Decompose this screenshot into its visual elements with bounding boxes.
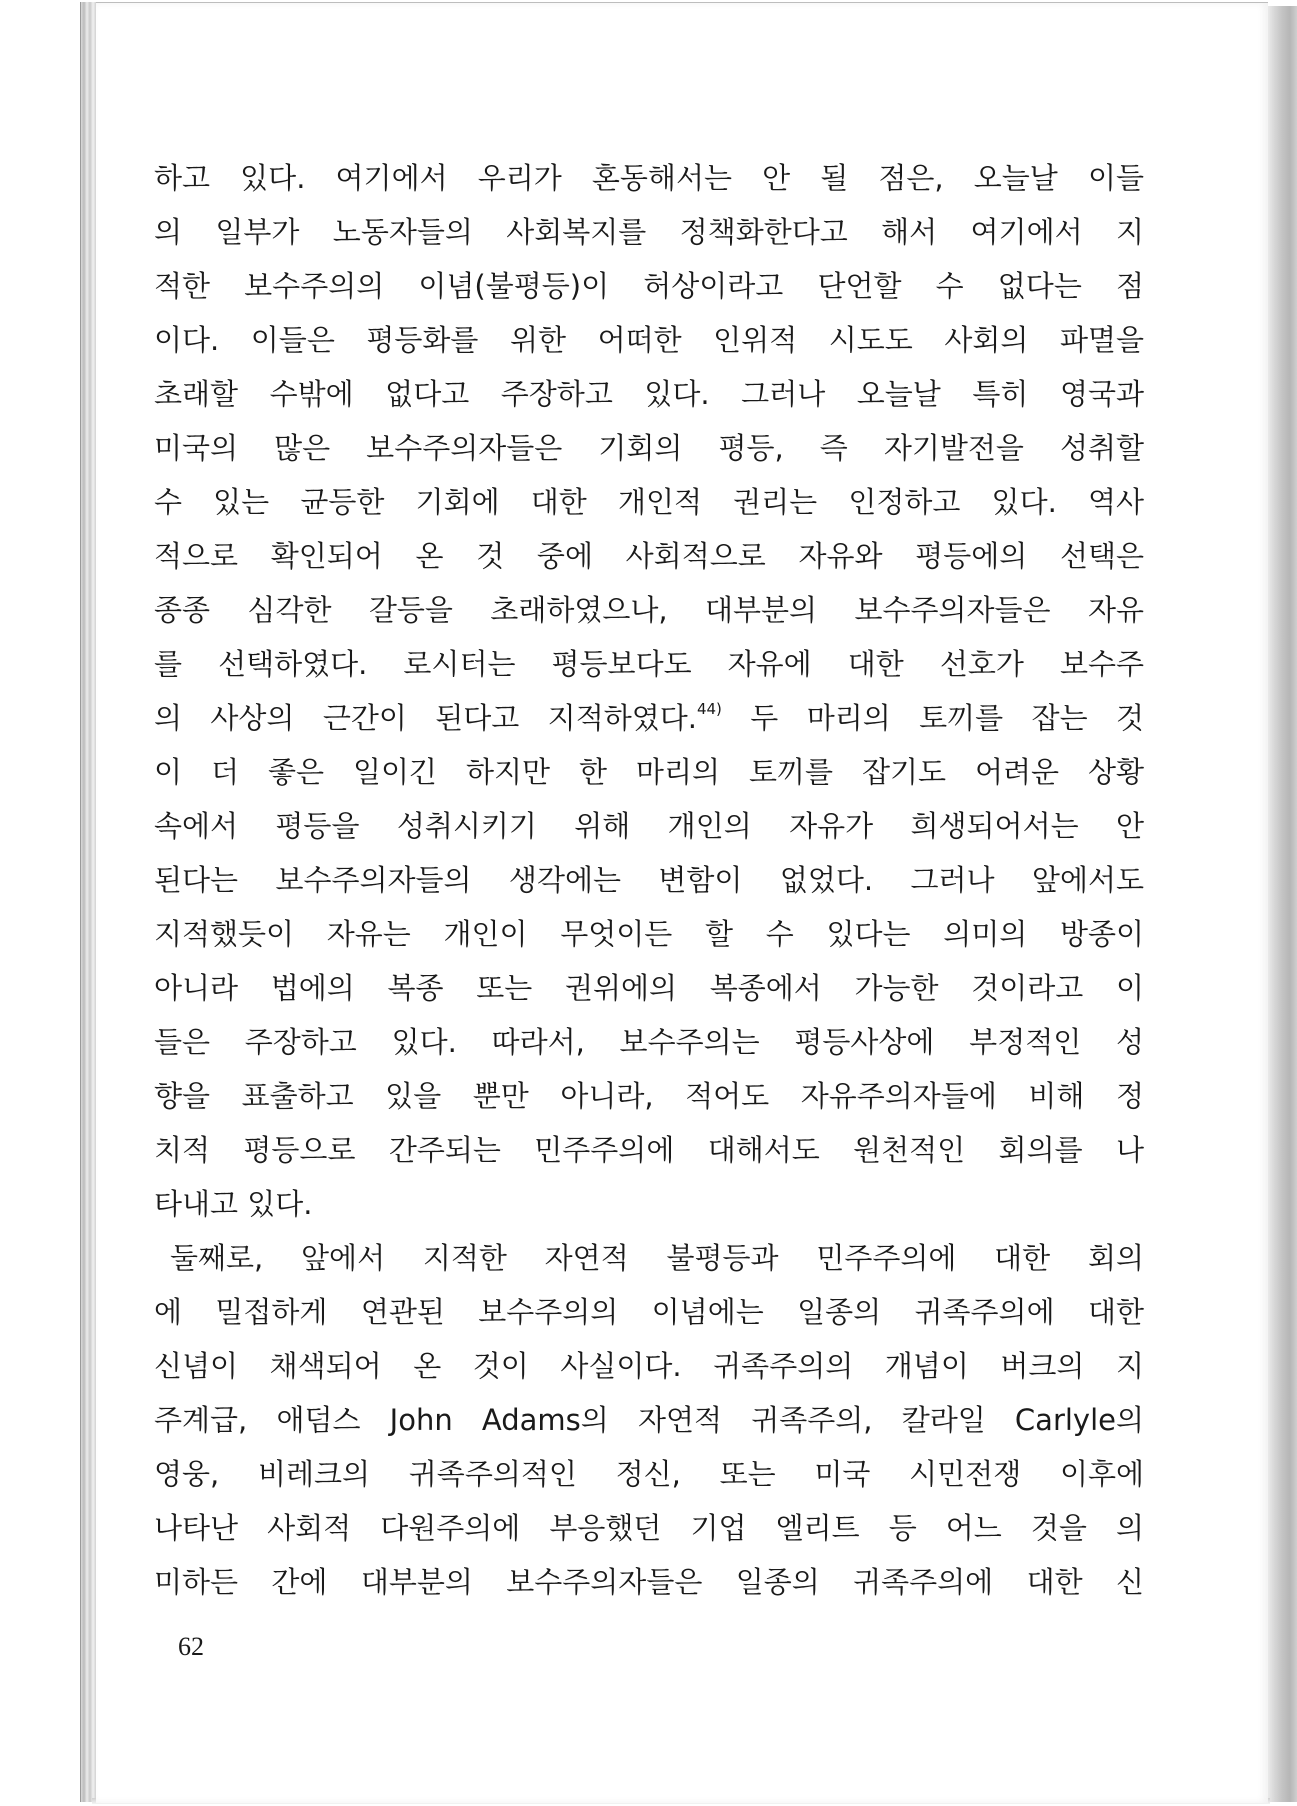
text-line: 신념이 채색되어 온 것이 사실이다. 귀족주의의 개념이 버크의 지 bbox=[154, 1349, 1144, 1383]
paragraph-2 bbox=[154, 1231, 1144, 1609]
text-line: 에 밀접하게 연관된 보수주의의 이념에는 일종의 귀족주의에 대한 bbox=[154, 1295, 1144, 1329]
page-number: 62 bbox=[178, 1632, 204, 1661]
text-line: 타내고 있다. bbox=[154, 1187, 313, 1221]
text-line: 이 더 좋은 일이긴 하지만 한 마리의 토끼를 잡기도 어려운 상황 bbox=[154, 755, 1144, 789]
text-line: 둘째로, 앞에서 지적한 자연적 불평등과 민주주의에 대한 회의 bbox=[170, 1241, 1144, 1275]
text-line: 들은 주장하고 있다. 따라서, 보수주의는 평등사상에 부정적인 성 bbox=[154, 1025, 1144, 1059]
page-stack-right-edge bbox=[1264, 6, 1297, 1802]
text-line: 를 선택하였다. 로시터는 평등보다도 자유에 대한 선호가 보수주 bbox=[154, 647, 1144, 681]
text-line: 아니라 법에의 복종 또는 권위에의 복종에서 가능한 것이라고 이 bbox=[154, 971, 1144, 1005]
text-line: 적한 보수주의의 이념(불평등)이 허상이라고 단언할 수 없다는 점 bbox=[154, 269, 1144, 303]
text-line: 미하든 간에 대부분의 보수주의자들은 일종의 귀족주의에 대한 신 bbox=[154, 1565, 1144, 1599]
text-line: 종종 심각한 갈등을 초래하였으나, 대부분의 보수주의자들은 자유 bbox=[154, 593, 1144, 627]
text-line: 치적 평등으로 간주되는 민주주의에 대해서도 원천적인 회의를 나 bbox=[154, 1133, 1144, 1167]
text-line: 된다는 보수주의자들의 생각에는 변함이 없었다. 그러나 앞에서도 bbox=[154, 863, 1144, 897]
paragraph-1 bbox=[154, 151, 1144, 1231]
footnote-line-after: 두 마리의 토끼를 잡는 것 bbox=[721, 701, 1144, 735]
text-line: 하고 있다. 여기에서 우리가 혼동해서는 안 될 점은, 오늘날 이들 bbox=[154, 161, 1144, 195]
footnote-marker: 44) bbox=[696, 700, 722, 718]
text-line: 영웅, 비레크의 귀족주의적인 정신, 또는 미국 시민전쟁 이후에 bbox=[154, 1457, 1144, 1491]
text-line: 의 일부가 노동자들의 사회복지를 정책화한다고 해서 여기에서 지 bbox=[154, 215, 1144, 249]
text-line: 초래할 수밖에 없다고 주장하고 있다. 그러나 오늘날 특히 영국과 bbox=[154, 377, 1144, 411]
text-line: 이다. 이들은 평등화를 위한 어떠한 인위적 시도도 사회의 파멸을 bbox=[154, 323, 1144, 357]
body-text bbox=[154, 151, 1144, 1609]
footnote-line-before: 의 사상의 근간이 된다고 지적하였다. bbox=[154, 701, 697, 735]
text-line: 주계급, 애덤스 John Adams의 자연적 귀족주의, 칼라일 Carlyle의 bbox=[154, 1403, 1144, 1437]
text-line: 미국의 많은 보수주의자들은 기회의 평등, 즉 자기발전을 성취할 bbox=[154, 431, 1144, 465]
text-line: 속에서 평등을 성취시키기 위해 개인의 자유가 희생되어서는 안 bbox=[154, 809, 1144, 843]
text-line-with-footnote bbox=[154, 691, 1144, 745]
text-line: 수 있는 균등한 기회에 대한 개인적 권리는 인정하고 있다. 역사 bbox=[154, 485, 1144, 519]
text-line: 향을 표출하고 있을 뿐만 아니라, 적어도 자유주의자들에 비해 정 bbox=[154, 1079, 1144, 1113]
text-line: 지적했듯이 자유는 개인이 무엇이든 할 수 있다는 의미의 방종이 bbox=[154, 917, 1144, 951]
text-line: 나타난 사회적 다원주의에 부응했던 기업 엘리트 등 어느 것을 의 bbox=[154, 1511, 1144, 1545]
text-line: 적으로 확인되어 온 것 중에 사회적으로 자유와 평등에의 선택은 bbox=[154, 539, 1144, 573]
